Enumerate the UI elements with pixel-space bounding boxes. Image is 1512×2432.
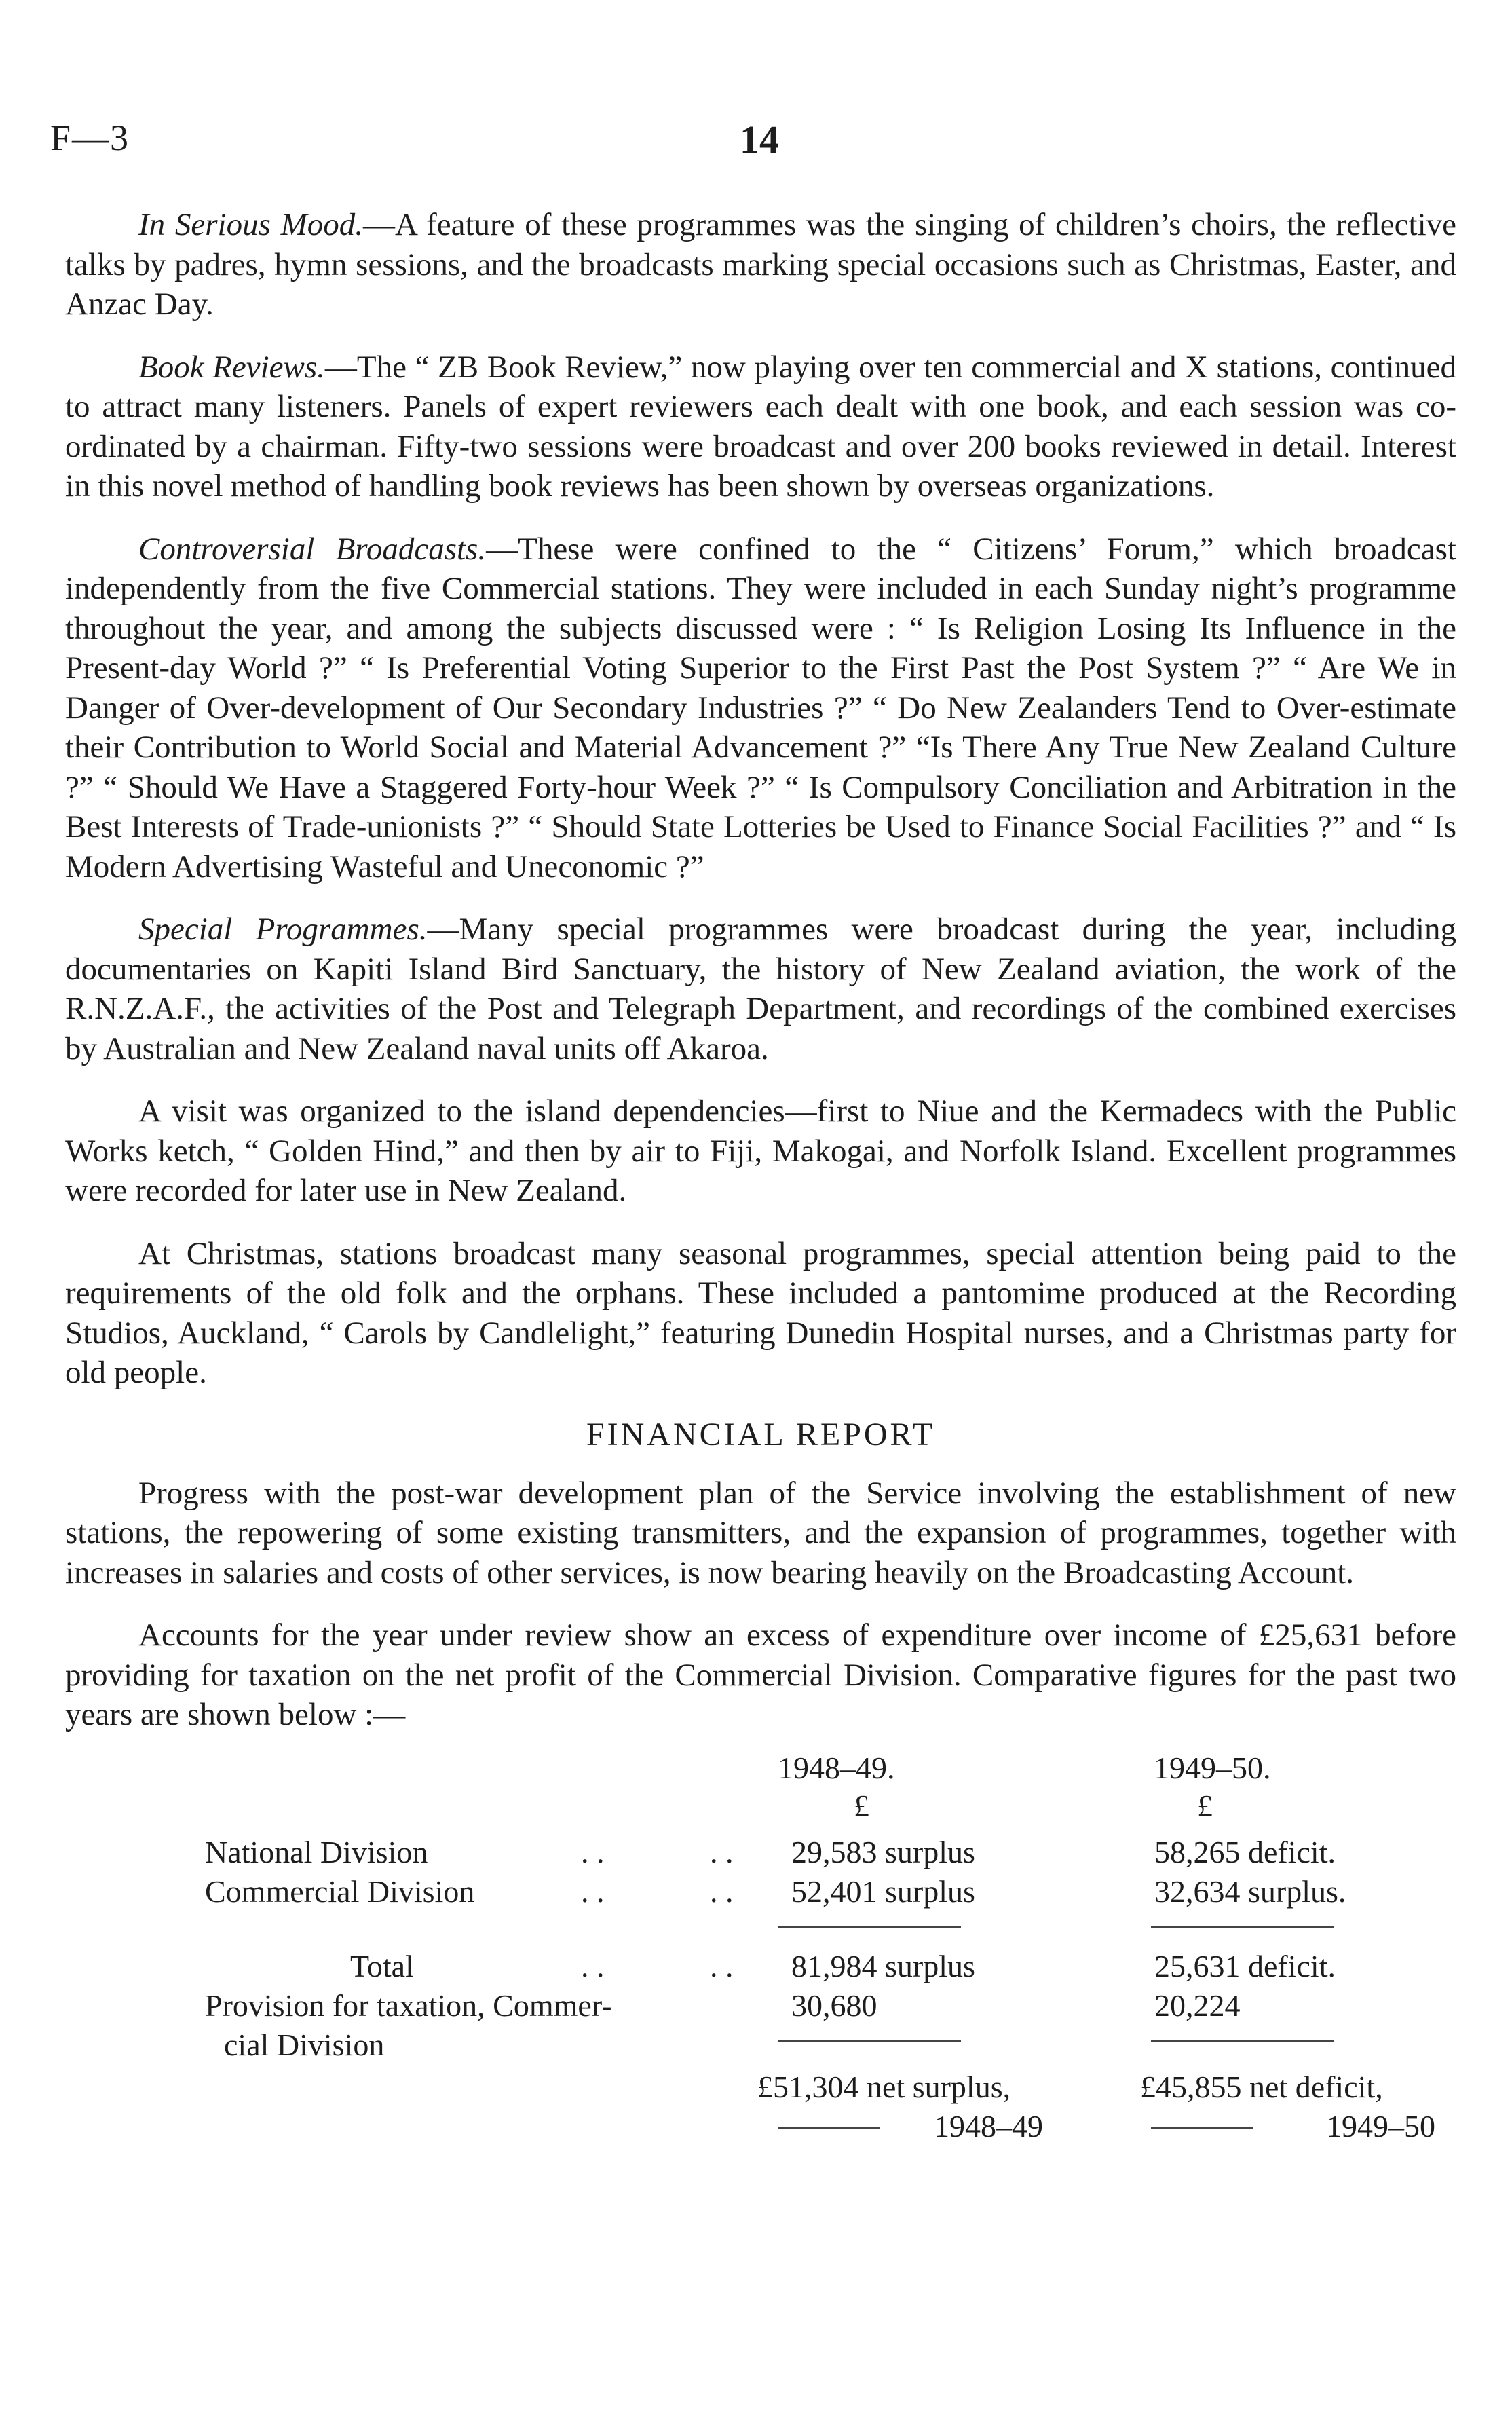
dot-leaders: . . [710,1834,734,1869]
rule-line [1151,2127,1253,2129]
row-label-total: Total [350,1948,414,1983]
paragraph-financial-accounts: Accounts for the year under review show an excess of expenditure over income of £25,631 before providing for taxation on the net profit of the Commercial Division. Comparative figures for the past two years are shown below :— [65,1617,1456,1732]
rule-line [778,2040,961,2042]
section-title: Controversial Broadcasts. [138,531,487,567]
page-header [0,117,1512,171]
rule-line [1151,1926,1334,1928]
section-title: Book Reviews. [138,349,325,385]
row-label-provision-cont: cial Division [224,2027,385,2062]
commercial-1949-50: 32,634 surplus. [1154,1873,1346,1909]
currency-symbol: £ [854,1788,869,1823]
paragraph-text: —The “ ZB Book Review,” now playing over ten commercial and X stations, continued to attract many listeners. Panels of expert reviewers each dealt with one book, and each session was co-ordinated by a chairman. Fifty-two sessions were broadcast and over 200 books reviewed in detail. Interest in this novel method of handling book reviews has been shown by overseas organizations. [65,349,1456,504]
section-title: In Serious Mood. [138,207,363,242]
column-header-1949-50: 1949–50. [1154,1750,1271,1785]
paragraph-book-reviews [65,348,1456,506]
rule-line [778,2127,880,2129]
row-label-national: National Division [205,1834,428,1869]
dot-leaders: . . [581,1834,605,1869]
total-1949-50: 25,631 deficit. [1154,1948,1336,1983]
financial-report-heading: FINANCIAL REPORT [586,1416,936,1453]
paragraph-text: —Many special programmes were broadcast during the year, including documentaries on Kapiti Island Bird Sanctuary, the history of New Zealand aviation, the work of the R.N.Z.A.F., the activities of the Post and Telegraph Department, and recordings of the combined exercises by Australian and New Zealand naval units off Akaroa. [65,912,1456,1066]
dot-leaders: . . [581,1948,605,1983]
financial-table [65,1748,1456,2278]
page-number: 14 [740,117,779,162]
row-label-commercial: Commercial Division [205,1873,475,1909]
rule-line [1151,2040,1334,2042]
paragraph-controversial-broadcasts [65,529,1456,887]
provision-1948-49: 30,680 [791,1987,877,2023]
national-1949-50: 58,265 deficit. [1154,1834,1336,1869]
paragraph-serious-mood [65,205,1456,324]
paragraph-christmas: At Christmas, stations broadcast many seasonal programmes, special attention being paid to the requirements of the old folk and the orphans. These included a pantomime produced at the Recording Studios, Auckland, “ Carols by Candlelight,” featuring Dunedin Hospital nurses, and a Christmas party for old people. [65,1235,1456,1390]
paragraph-special-programmes [65,910,1456,1068]
currency-symbol: £ [1197,1788,1213,1823]
national-1948-49: 29,583 surplus [791,1834,975,1869]
total-1948-49: 81,984 surplus [791,1948,975,1983]
net-1948-49: £51,304 net surplus, [757,2069,1011,2104]
net-year-1948-49: 1948–49 [934,2108,1043,2144]
net-year-1949-50: 1949–50 [1326,2108,1435,2144]
dot-leaders: . . [710,1948,734,1983]
paragraph-island-visit: A visit was organized to the island dependencies—first to Niue and the Kermadecs with the Public Works ketch, “ Golden Hind,” and then by air to Fiji, Makogai, and Norfolk Island. Excellent programmes were recorded for later use in New Zealand. [65,1093,1456,1208]
paragraph-text: —These were confined to the “ Citizens’ Forum,” which broadcast independently from the five Commercial stations. They were included in each Sunday night’s programme throughout the year, and among the subjects discussed were : “ Is Religion Losing Its Influence in the Present-day World ?” “ Is Preferential Voting Superior to the First Past the Post System ?” “ Are We in Danger of Over-development of Our Secondary Industries ?” “ Do New Zealanders Tend to Over-estimate their Contribution to World Social and Material Advancement ?” “Is There Any True New Zealand Culture ?” “ Should We Have a Staggered Forty-hour Week ?” “ Is Compulsory Conciliation and Arbitration in the Best Interests of Trade-unionists ?” “ Should State Lotteries be Used to Finance Social Facilities ?” and “ Is Modern Advertising Wasteful and Uneconomic ?” [65,531,1456,884]
page-body [65,205,1456,2278]
net-1949-50: £45,855 net deficit, [1140,2069,1383,2104]
rule-line [778,1926,961,1928]
section-title: Special Programmes. [138,912,428,947]
row-label-provision: Provision for taxation, Commer- [205,1987,612,2023]
paragraph-text: —A feature of these programmes was the singing of children’s choirs, the reflective talks by padres, hymn sessions, and the broadcasts marking special occasions such as Christmas, Easter, and Anzac Day. [65,207,1456,322]
dot-leaders: . . [581,1873,605,1909]
provision-1949-50: 20,224 [1154,1987,1241,2023]
column-header-1948-49: 1948–49. [778,1750,895,1785]
paragraph-financial-progress: Progress with the post-war development plan of the Service involving the establishment of new stations, the repowering of some existing transmitters, and the expansion of programmes, together with increases in salaries and costs of other services, is now bearing heavily on the Broadcasting Account. [65,1475,1456,1590]
document-reference: F—3 [50,117,130,158]
dot-leaders: . . [710,1873,734,1909]
commercial-1948-49: 52,401 surplus [791,1873,975,1909]
